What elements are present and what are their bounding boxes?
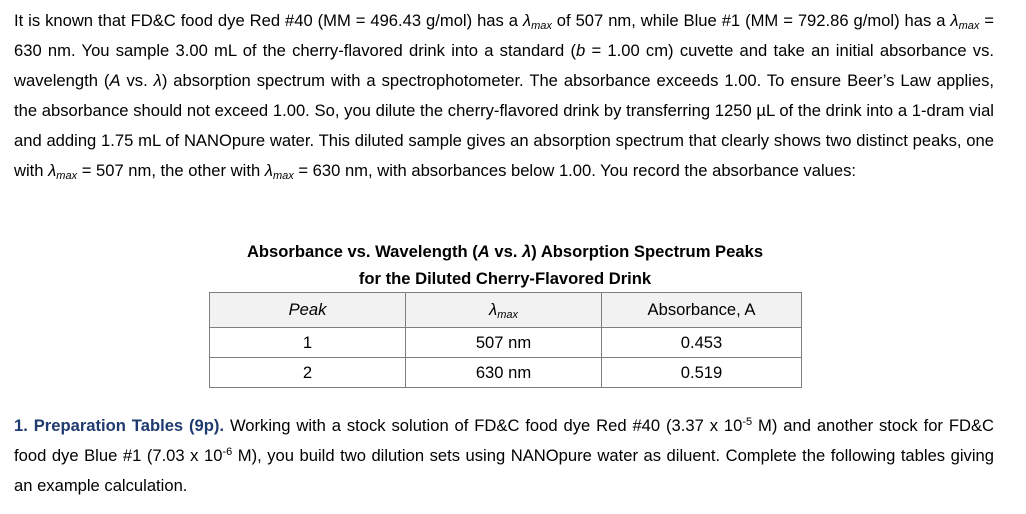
absorbance-peaks-table	[209, 292, 802, 388]
cell-peak: 2	[210, 358, 406, 388]
table-row	[210, 358, 802, 388]
table-header-row	[210, 293, 802, 328]
intro-paragraph: It is known that FD&C food dye Red #40 (MM = 496.43 g/mol) has a $\lambda_{max}$ of 507 nm, while Blue #1 (MM = 792.86 g/mol) has a $\lambda_{max} = 630$ nm. You sample 3.00 mL of the cherry-flavored drink into a standard (b = 1.00 cm) cuvette and take an initial absorbance vs. wavelength (A vs. λ) absorption spectrum with a spectrophotometer. The absorbance exceeds 1.00. To ensure Beer’s Law applies, the absorbance should not exceed 1.00. So, you dilute the cherry-flavored drink by transferring 1250 µL of the drink into a 1-dram vial and adding 1.75 mL of NANOpure water. This diluted sample gives an absorption spectrum that clearly shows two distinct peaks, one with $\lambda_{max} = 507$ nm, the other with $\lambda_{max} = 630$ nm, with absorbances below 1.00. You record the absorbance values:	[14, 11, 994, 182]
lambda-symbol: λ	[522, 11, 532, 30]
lambda-symbol: λ	[48, 161, 57, 180]
table-caption	[200, 238, 810, 292]
table-row	[210, 328, 802, 358]
caption-line-2: for the Diluted Cherry-Flavored Drink	[358, 269, 652, 288]
lambda-symbol: λ	[153, 71, 162, 90]
cell-peak: 1	[210, 328, 406, 358]
header-peak: Peak	[210, 293, 406, 328]
cell-lambda: 630 nm	[406, 358, 602, 388]
lambda-symbol: λ	[264, 161, 273, 180]
cell-absorbance: 0.519	[602, 358, 802, 388]
question-title: 1. Preparation Tables (9p).	[14, 416, 225, 435]
caption-line-1: Absorbance vs. Wavelength (A vs. λ) Absorption Spectrum Peaks	[246, 242, 764, 261]
header-absorbance: Absorbance, A	[602, 293, 802, 328]
lambda-symbol: λ	[950, 11, 959, 30]
question-1-paragraph: 1. Preparation Tables (9p). Working with a stock solution of FD&C food dye Red #40 (3.37 x $10^{-5}$ M) and another stock for FD&C food dye Blue #1 (7.03 x $10^{-6}$ M), you build two dilution sets using NANOpure water as diluent. Complete the following tables giving an example calculation.	[14, 416, 994, 495]
header-lambda-max: $\lambda_{max}$	[406, 293, 602, 328]
cell-absorbance: 0.453	[602, 328, 802, 358]
cell-lambda: 507 nm	[406, 328, 602, 358]
